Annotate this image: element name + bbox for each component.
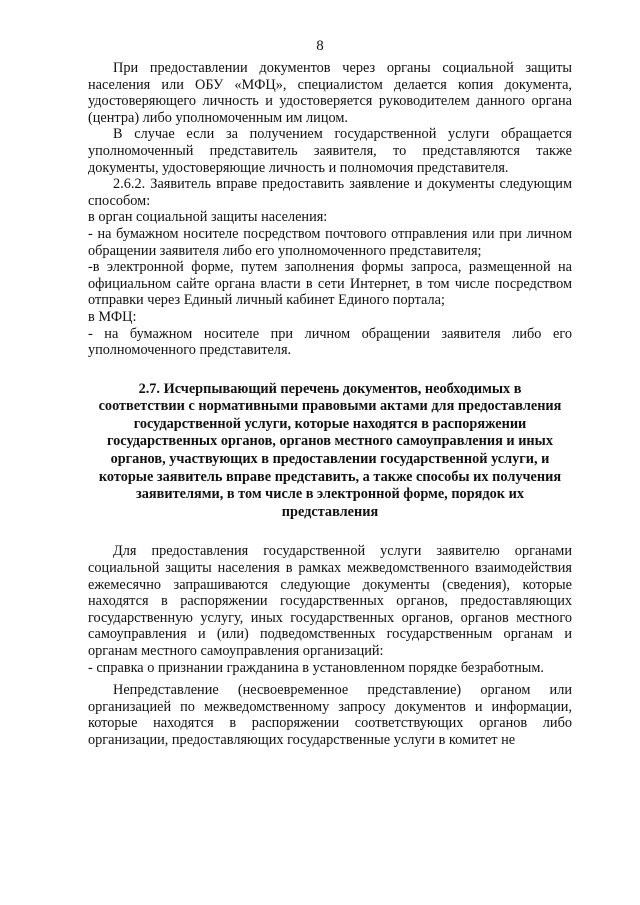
paragraph-interagency-requests: Для предоставления государственной услуги заявителю органами социальной защиты населения в рамках межведомственного взаимодействия ежемесячно запрашиваются следующие документы (сведения), которые находятся в распоряжении государственных органов, предоставляющих государственную услугу, иных государственных органов, органов местного самоуправления и (или) подведомственных государственным органам и органам местного самоуправления организаций: [88, 543, 572, 659]
section-heading-2-7: 2.7. Исчерпывающий перечень документов, необходимых в соответствии с нормативными правовыми актами для предоставления государственной услуги, которые находятся в распоряжении государственных органов, органов местного самоуправления и иных органов, участвующих в предоставлении государственной услуги, и которые заявитель вправе представить, а также способы их получения заявителями, в том числе в электронной форме, порядок их представления [98, 380, 562, 520]
paragraph-copy-of-identity-document: При предоставлении документов через органы социальной защиты населения или ОБУ «МФЦ», специалистом делается копия документа, удостоверяющего личность и удостоверяется руководителем данного органа (центра) либо уполномоченным им лицом. [88, 60, 572, 126]
paragraph-2-6-2: 2.6.2. Заявитель вправе предоставить заявление и документы следующим способом: [88, 176, 572, 209]
list-item-unemployment-certificate: - справка о признании гражданина в установленном порядке безработным. [88, 659, 544, 676]
list-item-mfc-paper-medium: - на бумажном носителе при личном обращении заявителя либо его уполномоченного представителя. [88, 325, 572, 359]
page-number: 8 [316, 38, 324, 54]
list-item-paper-medium: - на бумажном носителе посредством почтового отправления или при личном обращении заявителя либо его уполномоченного представителя; [88, 225, 572, 259]
paragraph-mfc: в МФЦ: [88, 308, 137, 325]
paragraph-social-protection-body: в орган социальной защиты населения: [88, 209, 328, 226]
paragraph-non-submission: Непредставление (несвоевременное представление) органом или организацией по межведомственному запросу документов и информации, которые находятся в распоряжении соответствующих органов либо организации, предоставляющих государственные услуги в комитет не [88, 682, 572, 748]
paragraph-authorized-representative: В случае если за получением государственной услуги обращается уполномоченный представитель заявителя, то представляются также документы, удостоверяющие личность и полномочия представителя. [88, 126, 572, 176]
list-item-electronic-form: -в электронной форме, путем заполнения формы запроса, размещенной на официальном сайте органа власти в сети Интернет, в том числе посредством отправки через Единый личный кабинет Единого портала; [88, 259, 572, 309]
document-body [88, 60, 572, 749]
